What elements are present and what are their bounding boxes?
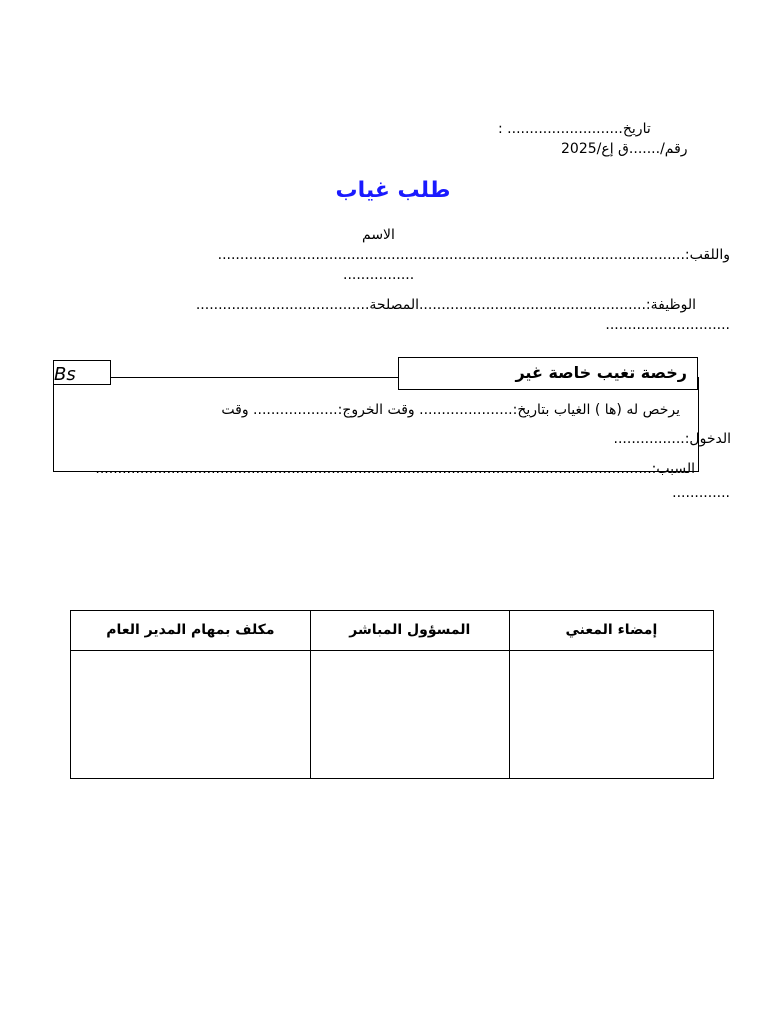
signature-cell-director[interactable] (71, 651, 311, 779)
job-field-continuation: ............................ (605, 317, 730, 333)
signature-row (71, 651, 714, 779)
logo-box (53, 360, 111, 385)
signature-cell-supervisor[interactable] (310, 651, 509, 779)
signature-cell-concerned[interactable] (509, 651, 713, 779)
name-field-line: واللقب:......................................................................................................... (217, 247, 730, 263)
document-title: طلب غياب (335, 178, 451, 203)
signature-header-supervisor: المسؤول المباشر (310, 611, 509, 651)
job-field-line: الوظيفة:...................................................المصلحة....................................... (195, 297, 696, 313)
signature-header-row (71, 611, 714, 651)
reason-line: السبب:............................................................................................................................. (95, 461, 695, 477)
name-label: الاسم (362, 227, 395, 243)
name-field-continuation: ................ (343, 267, 415, 283)
permit-heading-box (398, 357, 698, 390)
permit-box (53, 377, 699, 472)
signature-header-director: مكلف بمهام المدير العام (71, 611, 311, 651)
permit-line: يرخص له (ها ) الغياب بتاريخ:..................... وقت الخروج:................... وقت (221, 402, 680, 418)
signature-header-concerned: إمضاء المعني (509, 611, 713, 651)
permit-heading: رخصة تغيب خاصة غير (515, 363, 687, 382)
reason-continuation: ............. (672, 485, 730, 501)
reference-line: رقم/.......ق إع/2025 (561, 141, 688, 157)
date-line: تاريخ.......................... : (498, 121, 651, 137)
logo-text: Bs (54, 364, 76, 385)
entry-time-line: الدخول:................ (613, 431, 731, 447)
signature-table (70, 610, 714, 779)
